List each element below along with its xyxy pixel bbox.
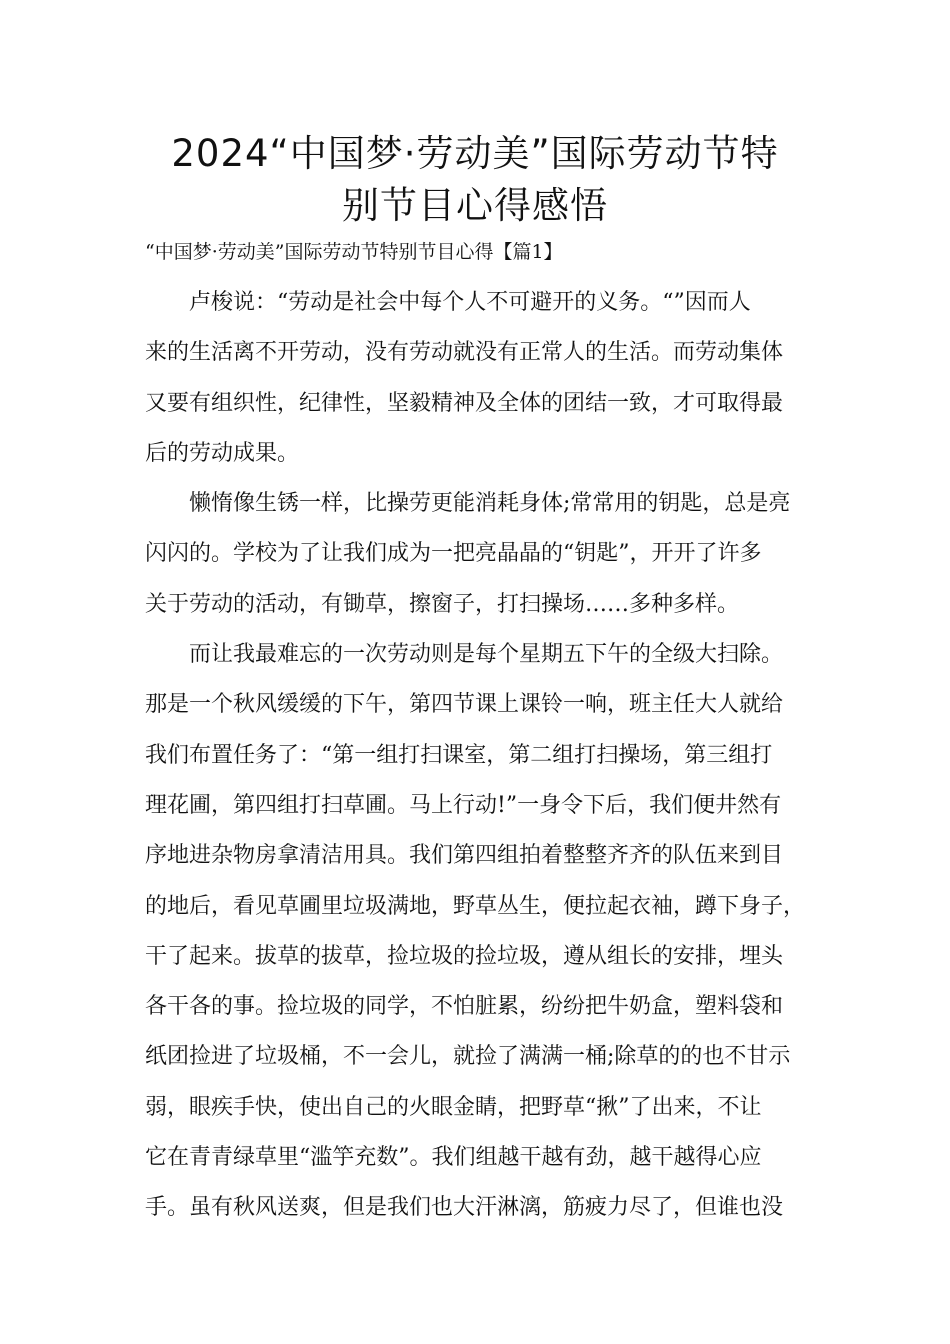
- text-line: 卢梭说：“劳动是社会中每个人不可避开的义务。“”因而人: [189, 290, 751, 315]
- article-body: [145, 278, 825, 1234]
- section-heading: “中国梦·劳动美”国际劳动节特别节目心得【篇1】: [145, 241, 563, 263]
- text-line: 纸团捡进了垃圾桶，不一会儿，就捡了满满一桶;除草的的也不甘示: [145, 1044, 791, 1070]
- text-line: 懒惰像生锈一样，比操劳更能消耗身体;常常用的钥匙，总是亮: [189, 491, 791, 517]
- text-line: 弱，眼疾手快，使出自己的火眼金睛，把野草“揪”了出来，不让: [145, 1094, 762, 1120]
- text-line: 我们布置任务了：“第一组打扫课室，第二组打扫操场，第三组打: [145, 742, 773, 768]
- text-line: 干了起来。拔草的拔草，捡垃圾的捡垃圾，遵从组长的安排，埋头: [145, 943, 784, 969]
- text-line: 来的生活离不开劳动，没有劳动就没有正常人的生活。而劳动集体: [145, 340, 784, 366]
- text-line: 关于劳动的活动，有锄草，擦窗子，打扫操场……多种多样。: [145, 591, 740, 617]
- text-line: 理花圃，第四组打扫草圃。马上行动!”一身令下后，我们便井然有: [145, 792, 782, 818]
- paragraph-1: [145, 278, 825, 479]
- text-line: 后的劳动成果。: [145, 440, 300, 466]
- text-line: 又要有组织性，纪律性，坚毅精神及全体的团结一致，才可取得最: [145, 390, 784, 416]
- text-line: 而让我最难忘的一次劳动则是每个星期五下午的全级大扫除。: [189, 642, 784, 668]
- text-line: 那是一个秋风缓缓的下午，第四节课上课铃一响，班主任大人就给: [145, 692, 784, 718]
- text-line: 手。虽有秋风送爽，但是我们也大汗淋漓，筋疲力尽了，但谁也没: [145, 1195, 784, 1221]
- text-line: 各干各的事。捡垃圾的同学，不怕脏累，纷纷把牛奶盒，塑料袋和: [145, 994, 784, 1020]
- text-line: 它在青青绿草里“滥竽充数”。我们组越干越有劲，越干越得心应: [145, 1145, 762, 1171]
- title-line: 2024“中国梦·劳动美”国际劳动节特: [171, 132, 779, 175]
- document-title: [100, 128, 850, 232]
- text-line: 的地后，看见草圃里垃圾满地，野草丛生，便拉起衣袖，蹲下身子，: [145, 893, 806, 919]
- paragraph-3: [145, 630, 825, 1234]
- title-line: 别节目心得感悟: [342, 184, 608, 227]
- text-line: 序地进杂物房拿清洁用具。我们第四组拍着整整齐齐的队伍来到目: [145, 843, 784, 869]
- paragraph-2: [145, 479, 825, 630]
- text-line: 闪闪的。学校为了让我们成为一把亮晶晶的“钥匙”，开开了许多: [145, 541, 762, 567]
